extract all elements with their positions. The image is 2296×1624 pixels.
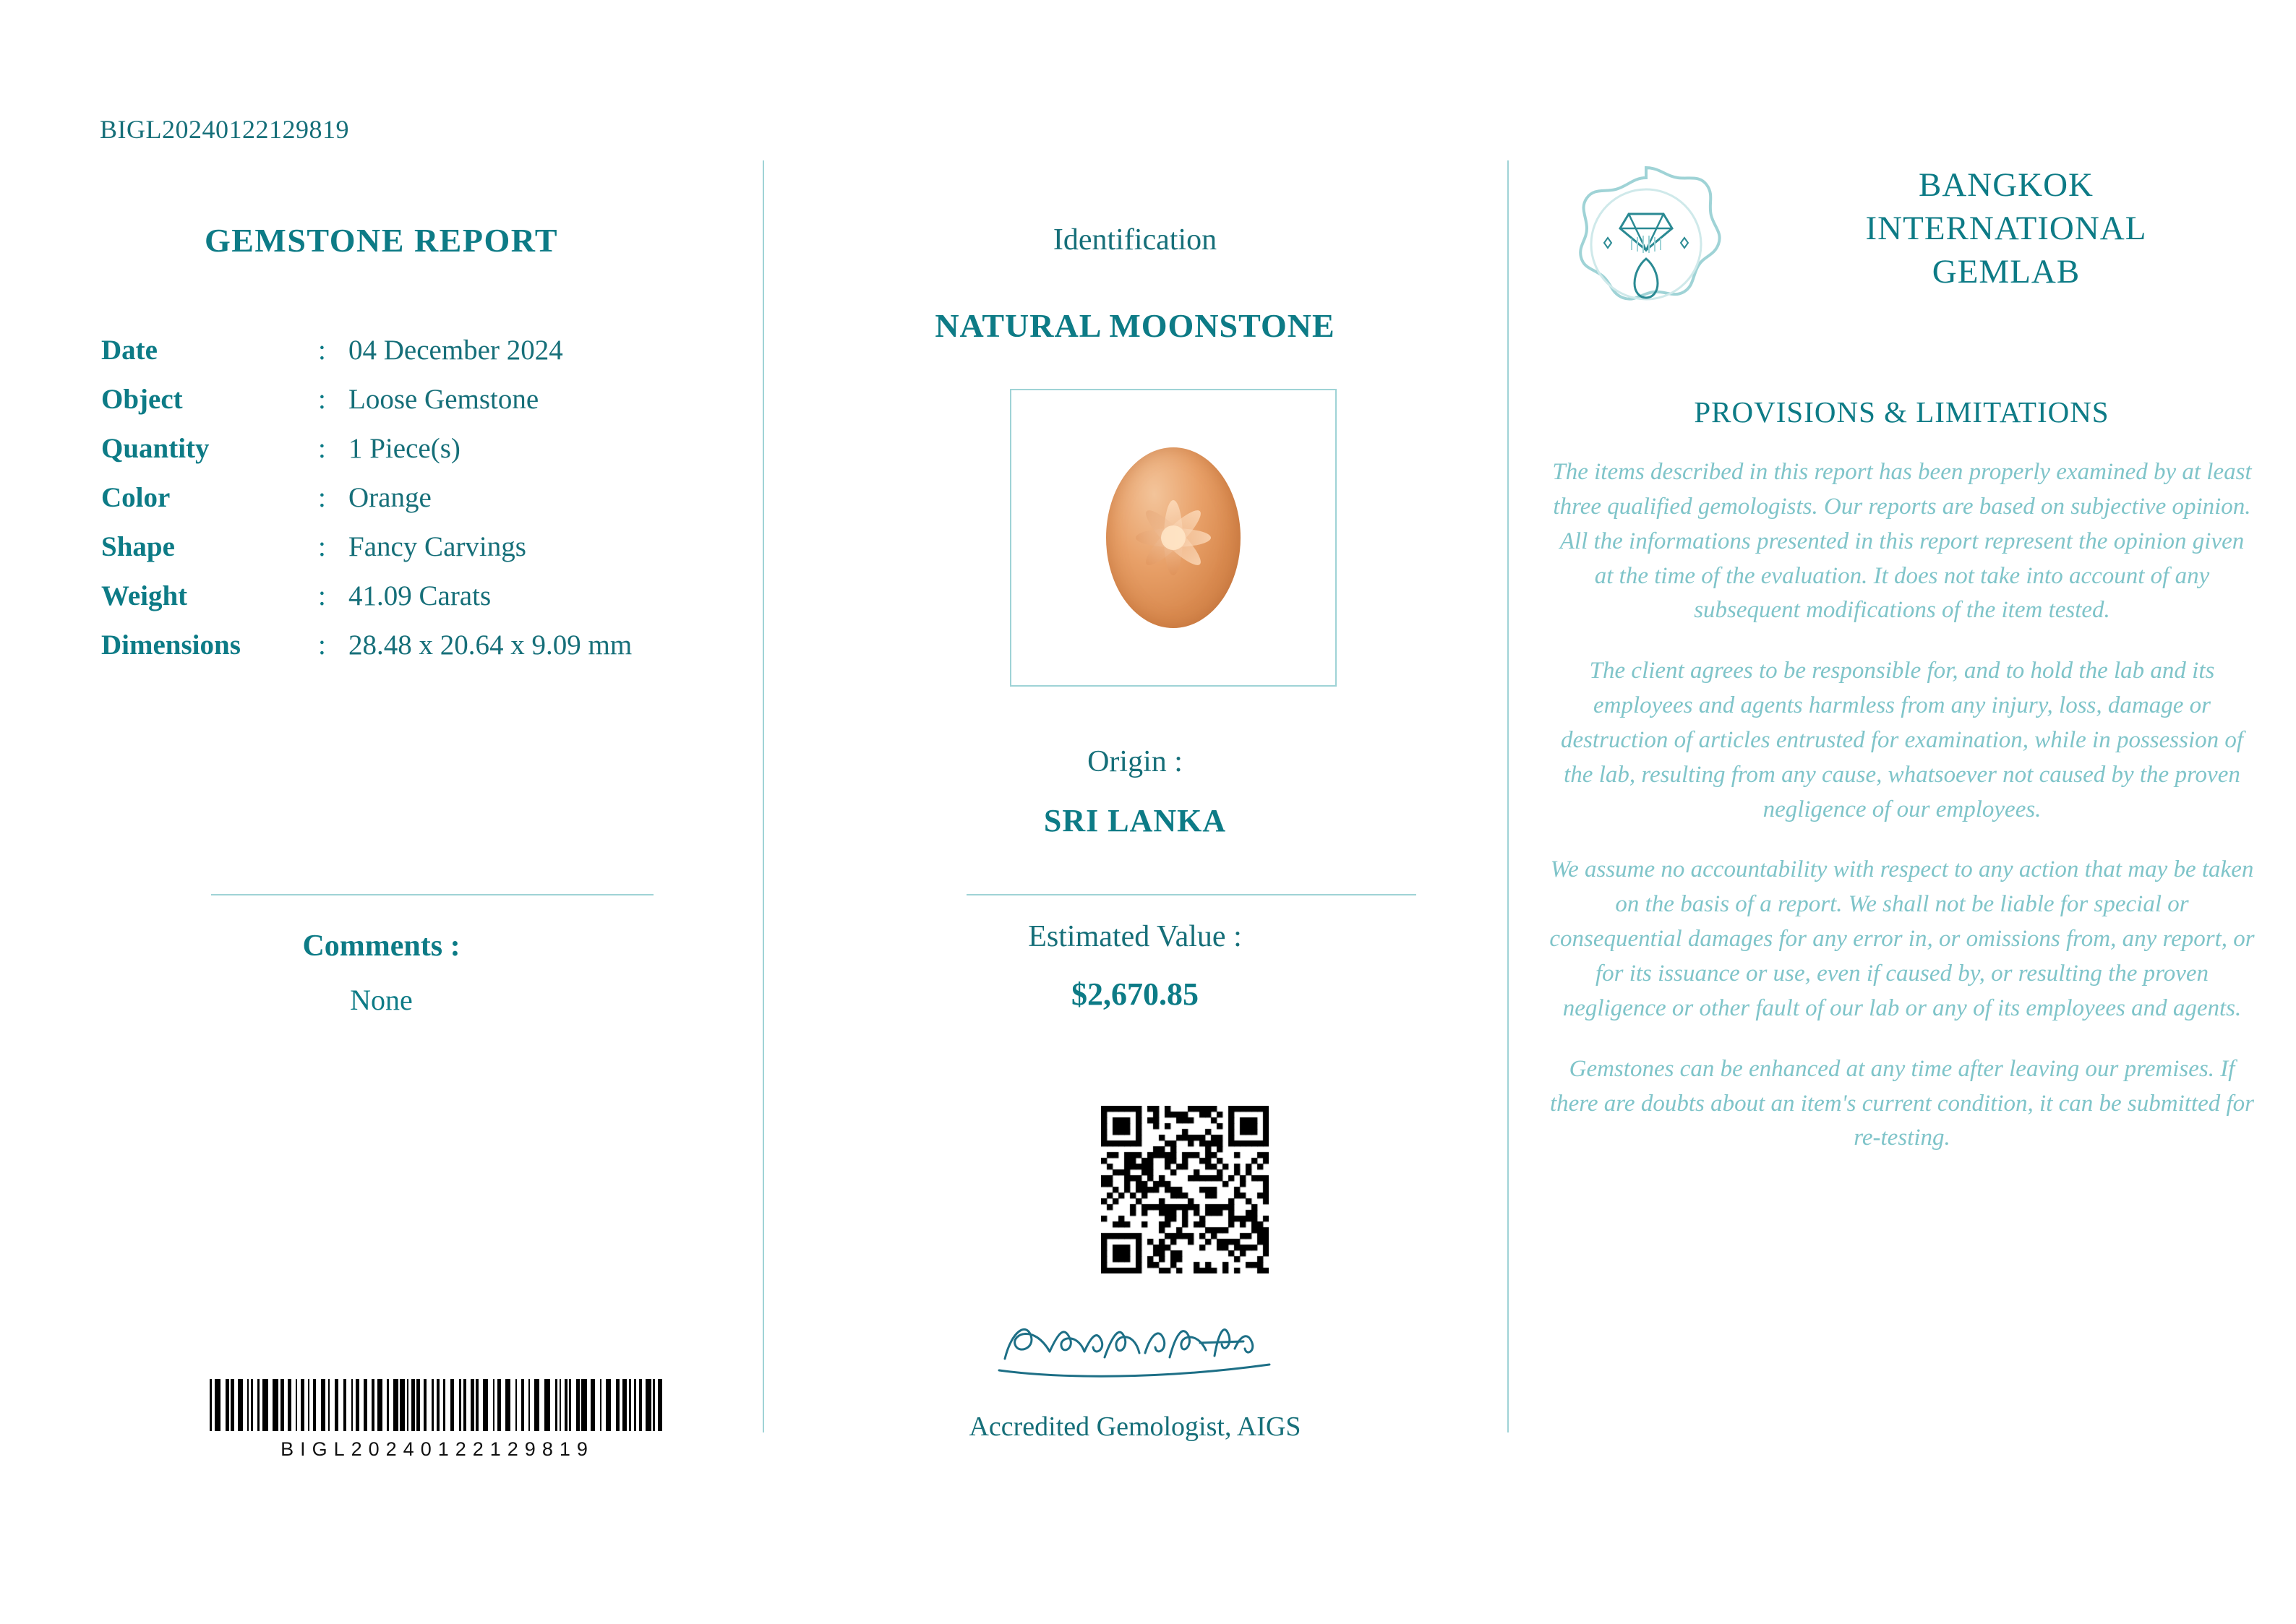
comments-value: None — [350, 984, 413, 1016]
comments-title: Comments : — [302, 929, 461, 963]
table-row — [101, 481, 708, 530]
barcode — [210, 1379, 665, 1461]
carved-orange-oval-gemstone — [1106, 447, 1241, 628]
brand-name — [1753, 163, 2259, 293]
signature-icon — [983, 1301, 1287, 1388]
origin-label: Origin : — [1087, 745, 1183, 778]
spec-colon: : — [318, 335, 326, 366]
bangkok-international-gemlab-logo — [1559, 158, 1733, 331]
spec-value-color: Orange — [348, 482, 432, 513]
report-id: BIGL20240122129819 — [100, 115, 349, 144]
spec-value-shape: Fancy Carvings — [348, 531, 526, 562]
report-qr-code[interactable] — [1101, 1106, 1269, 1273]
spec-colon: : — [318, 384, 326, 415]
gemologist-signature — [763, 1301, 1507, 1391]
estimated-value-label: Estimated Value : — [1028, 920, 1242, 953]
spec-value-dimensions: 28.48 x 20.64 x 9.09 mm — [348, 630, 633, 661]
table-row — [101, 334, 708, 383]
identification-label: Identification — [1053, 223, 1217, 257]
table-row — [101, 432, 708, 481]
brand-line-1: BANGKOK — [1919, 166, 2094, 204]
middle-column — [763, 0, 1507, 1624]
page-title: GEMSTONE REPORT — [204, 222, 559, 259]
spec-value-weight: 41.09 Carats — [348, 580, 492, 611]
table-row — [101, 530, 708, 580]
provision-paragraph: The client agrees to be responsible for, and to hold the lab and its employees and agents harmless from any injury, loss, damage or destruction of articles entrusted for examination, while in possession of the lab, resulting from any cause, whatsoever not caused by the proven negligence of our employees. — [1560, 658, 2244, 822]
table-row — [101, 629, 708, 678]
left-column — [0, 0, 763, 1624]
middle-divider — [967, 894, 1416, 895]
spec-colon: : — [318, 482, 326, 513]
spec-colon: : — [318, 531, 326, 562]
table-row — [101, 383, 708, 432]
brand-line-2: INTERNATIONAL — [1865, 210, 2147, 248]
spec-label-object: Object — [101, 384, 183, 415]
spec-label-date: Date — [101, 335, 158, 366]
barcode-text: BIGL20240122129819 — [280, 1438, 594, 1460]
spec-label-shape: Shape — [101, 531, 175, 562]
left-divider — [211, 894, 654, 895]
spec-label-color: Color — [101, 482, 171, 513]
spec-colon: : — [318, 630, 326, 661]
signature-caption: Accredited Gemologist, AIGS — [969, 1412, 1301, 1442]
spec-value-object: Loose Gemstone — [348, 384, 539, 415]
origin-value: SRI LANKA — [1043, 803, 1227, 838]
provision-paragraph: Gemstones can be enhanced at any time after leaving our premises. If there are doubts about an item's current condition, it can be submitted for re-testing. — [1549, 1055, 2255, 1151]
gem-image-frame — [1010, 389, 1337, 687]
provision-paragraph: We assume no accountability with respect to any action that may be taken on the basis of a report. We shall not be liable for special or consequential damages for any error in, or omissions from, any report, or for its issuance or use, even if caused by, or resulting the proven negligence or other fault of our lab or any of its employees and agents. — [1549, 856, 2255, 1021]
spec-value-quantity: 1 Piece(s) — [348, 433, 461, 464]
provisions-body — [1548, 455, 2256, 1182]
spec-colon: : — [318, 433, 326, 464]
spec-value-date: 04 December 2024 — [348, 335, 563, 366]
spec-colon: : — [318, 580, 326, 611]
table-row — [101, 580, 708, 629]
brand-line-3: GEMLAB — [1932, 253, 2081, 291]
spec-label-quantity: Quantity — [101, 433, 210, 464]
provision-paragraph: The items described in this report has been properly examined by at least three qualified gemologists. Our reports are based on subjective opinion. All the informations presented in this report represent the opinion given at the time of the evaluation. It does not take into account of any subsequent modifications of the item tested. — [1552, 459, 2252, 624]
gemstone-spec-table — [101, 334, 708, 678]
right-column — [1507, 0, 2296, 1624]
spec-label-weight: Weight — [101, 580, 188, 611]
gem-name: NATURAL MOONSTONE — [935, 307, 1335, 344]
provisions-title: PROVISIONS & LIMITATIONS — [1694, 395, 2109, 429]
gemlab-seal-icon — [1559, 158, 1733, 331]
spec-label-dimensions: Dimensions — [101, 630, 241, 661]
barcode-bars — [210, 1379, 665, 1431]
estimated-value-amount: $2,670.85 — [1071, 976, 1199, 1012]
